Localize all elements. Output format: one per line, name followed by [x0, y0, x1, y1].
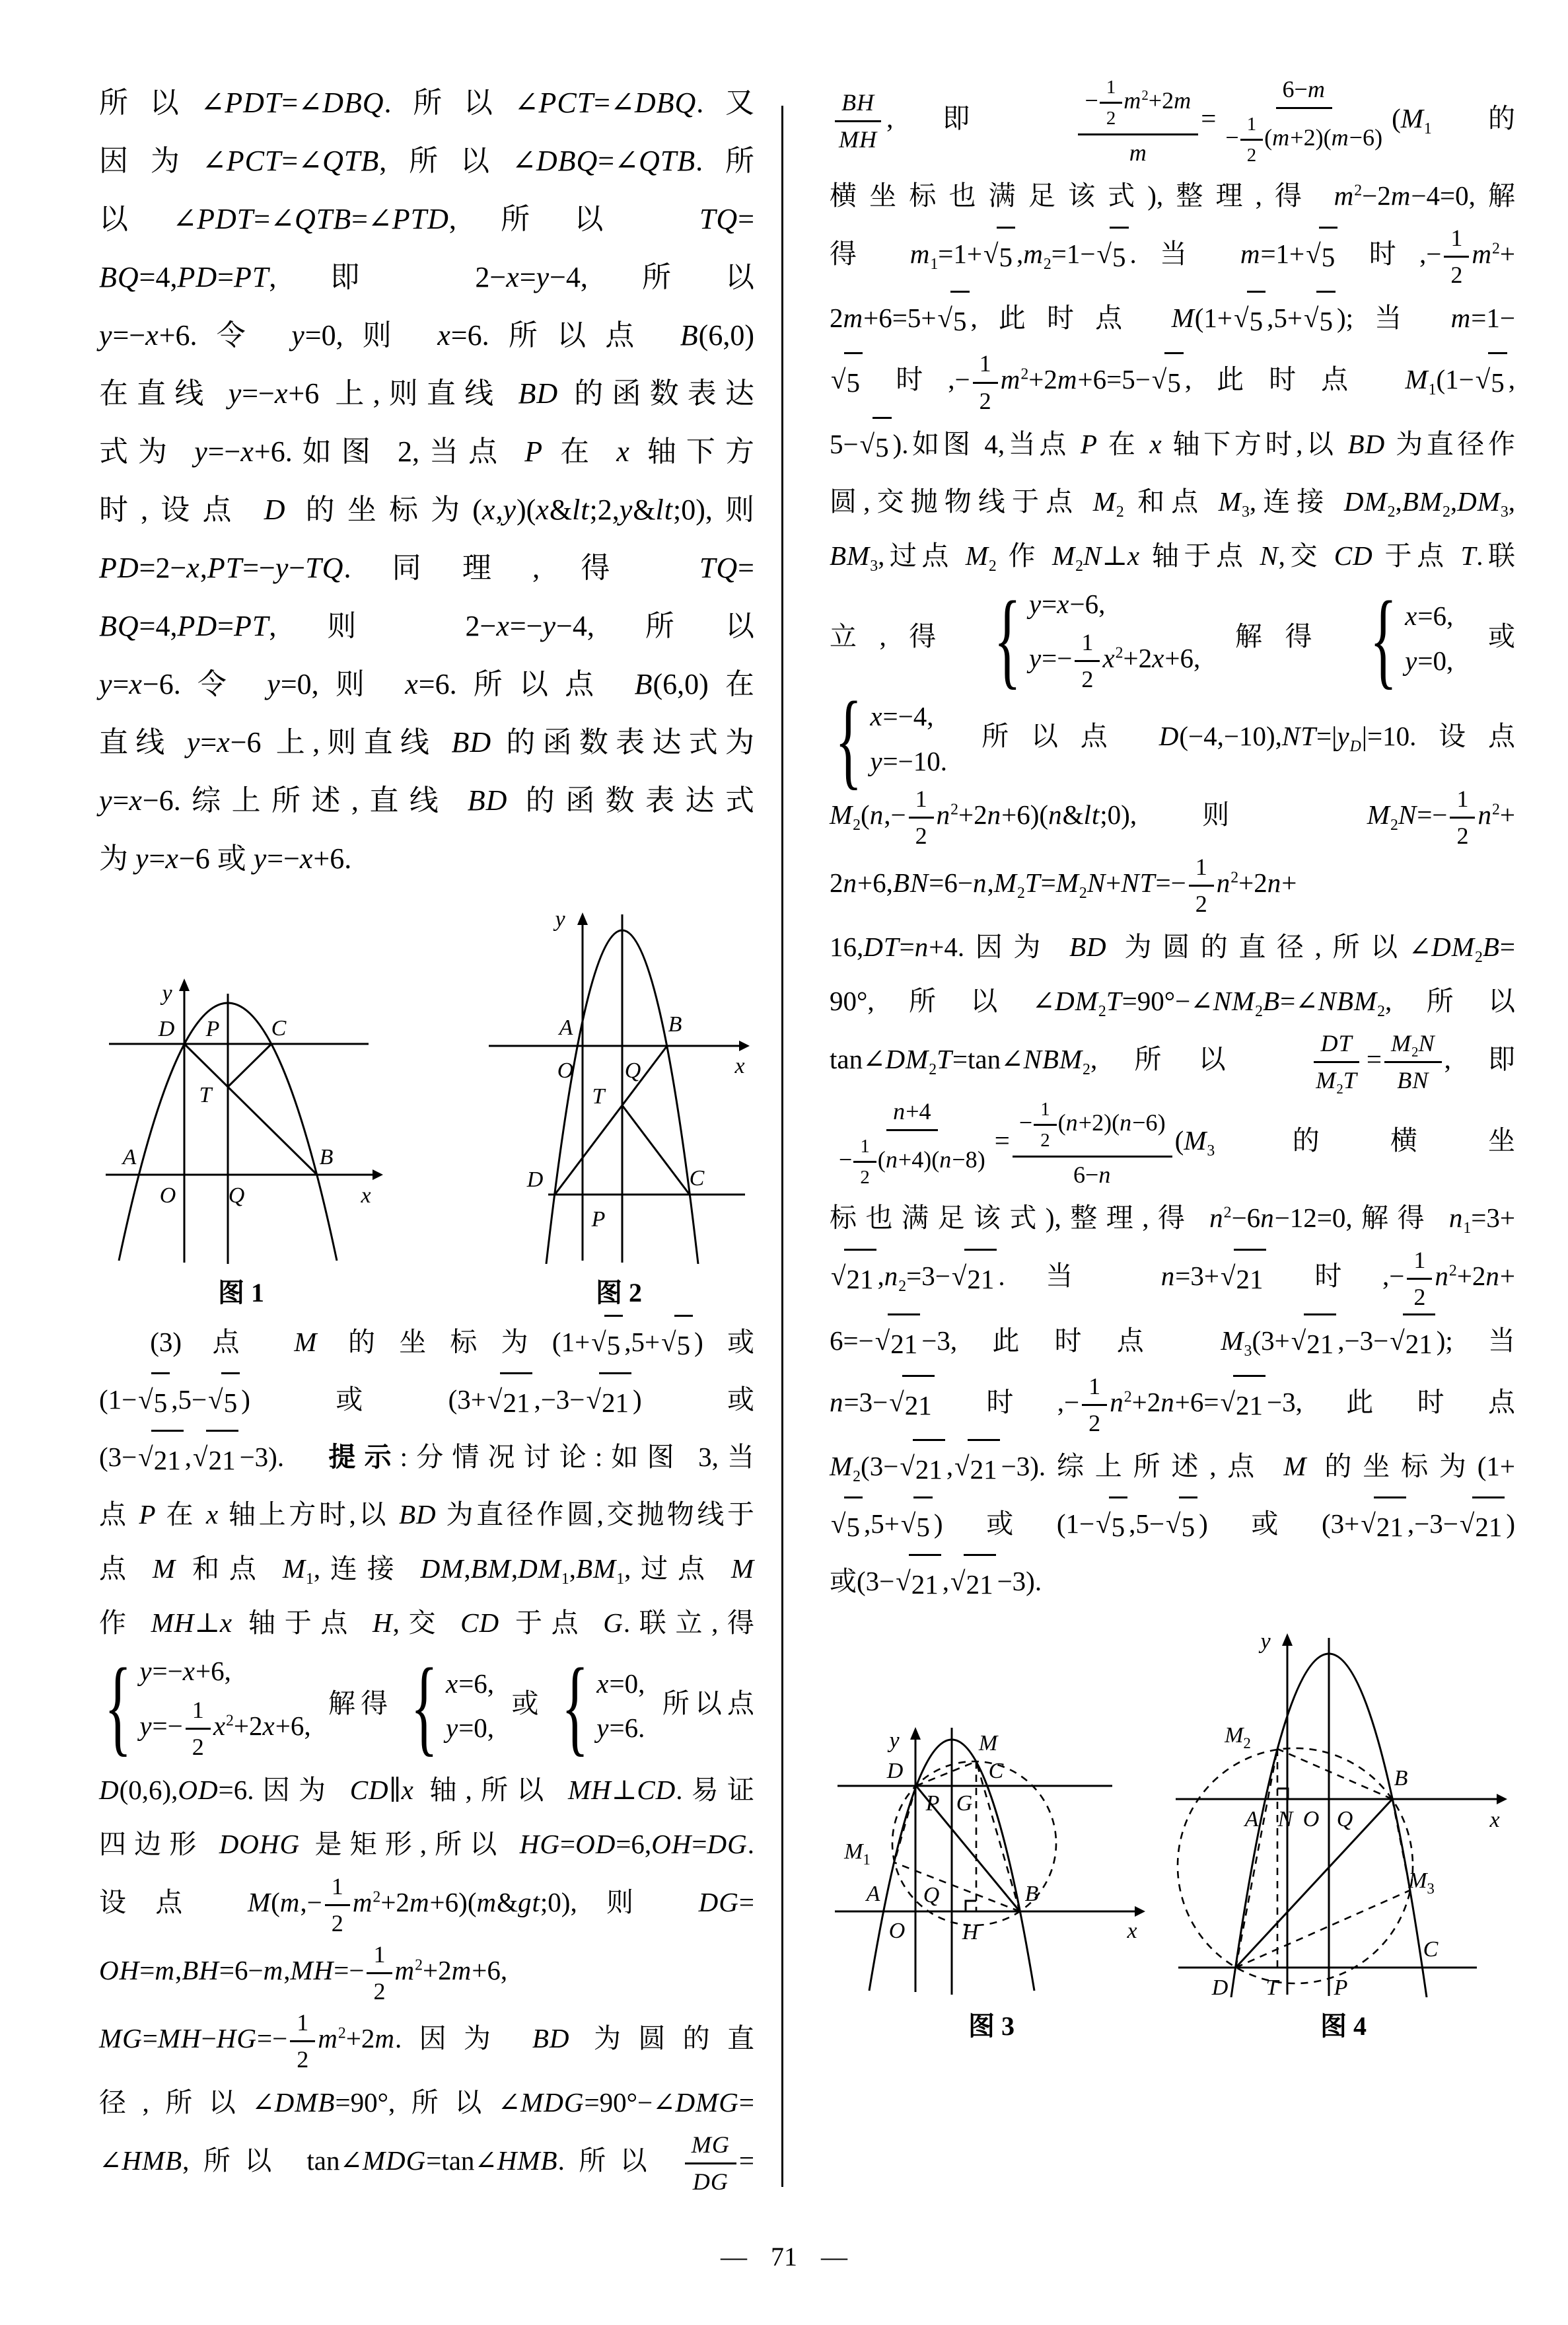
text-line: n+4 − $\frac{1}{2}$ (n+4)(n−8) = − $\frac{1}{2}$ (n+2)(n−6) 6−n ($M_3$ 的横坐	[830, 1096, 1515, 1191]
text-line: 径,所以∠DMB=90°,所以∠MDG=90°−∠DMG=	[99, 2087, 754, 2118]
fig1-label-q: Q	[228, 1183, 245, 1208]
figure-1	[99, 970, 383, 1310]
text-line: 6=− √ 21 −3,此时点 $M_3(3+$ √ 21 ,−3− √ 21 );当	[830, 1313, 1515, 1371]
fig3-label-d: D	[886, 1758, 904, 1783]
fig4-label-m2: $M_2$	[1225, 1722, 1251, 1752]
fig1-label-d: D	[158, 1017, 175, 1041]
text-line: y=−x+6.令 y=0,则 x=6.所以点 B(6,0)	[99, 319, 754, 351]
text-line: $\frac{BH}{MH}$ ,即 − $\frac{1}{2}$ $m^2+2m$ m = 6−m − $\frac{1}{2}$ (m+2)(m−6) ($M_1$ 的	[830, 74, 1515, 168]
text-line: BQ=4,PD=PT,即 2−x=y−4,所以	[99, 261, 754, 293]
text-line: (3) 点 M 的坐标为(1+ √ 5 ,5+ √ 5 )或	[99, 1315, 754, 1372]
fig2-label-q: Q	[624, 1058, 641, 1083]
text-line: D(0,6),OD=6.因为 CD∥x 轴,所以 MH⊥CD.易证	[99, 1774, 754, 1805]
fig4-circle	[1178, 1748, 1413, 1983]
text-line: 标也满足该式),整理,得 $n^2-6n-12=0$,解得 $n_1=3+$	[830, 1202, 1515, 1237]
fig4-label-n: N	[1277, 1806, 1293, 1831]
text-line: PD=2−x,PT=−y−TQ.同理,得 TQ=	[99, 552, 754, 584]
fig1-label-x: x	[361, 1183, 371, 1208]
fig2-label-p: P	[591, 1207, 606, 1232]
text-line: $M_2(n,-$ $\frac{1}{2}$ $n^2+2n+6)(n\&lt;0)$,则 $M_2N=-$ $\frac{1}{2}$ $n^2+$	[830, 784, 1515, 852]
fig2-label-d: D	[526, 1167, 544, 1192]
fig4-chord-bm2	[1277, 1749, 1392, 1799]
text-line: MG=MH−HG=− $\frac{1}{2}$ $m^2+2m$.因为 BD 为圆的直	[99, 2007, 754, 2075]
fig1-x-arrow-icon	[373, 1169, 383, 1180]
fig1-label-a: A	[122, 1145, 137, 1169]
column-divider	[781, 106, 783, 2187]
figure-2	[483, 904, 754, 1310]
text-line: n=3− √ 21 时,− $\frac{1}{2}$ $n^2+2n+6=$ √ 21 −3,此时点	[830, 1371, 1515, 1439]
text-line: BQ=4,PD=PT,则 2−x=−y−4,所以	[99, 610, 754, 642]
fig2-canvas	[483, 904, 754, 1264]
text-line: $BM_3$,过点 $M_2$ 作 $M_2N\perp x$ 轴于点 N,交 CD 于点 T.联	[830, 540, 1516, 575]
fig3-label-g: G	[956, 1790, 973, 1816]
fig4-label-t: T	[1265, 1975, 1279, 1997]
footer-dash-left: —	[721, 2242, 747, 2271]
fig4-label-d: D	[1211, 1975, 1229, 1997]
fig1-label-y: y	[162, 981, 172, 1006]
text-line: y=x−6.令 y=0,则 x=6.所以点 B(6,0)在	[99, 668, 754, 700]
text-line: √ 5 时,− $\frac{1}{2}$ $m^2+2m+6=5-$ √ 5 ,此时点 $M_1(1-$ √ 5 ,	[830, 348, 1515, 416]
fig3-chord-bm	[976, 1758, 1020, 1911]
figure-row-2	[830, 1627, 1515, 2043]
fig3-label-p: P	[925, 1790, 940, 1816]
figure-4-caption: 图 4	[1320, 2011, 1367, 2041]
fig4-label-o: O	[1302, 1806, 1320, 1831]
text-line: 点 P 在 x 轴上方时,以 BD 为直径作圆,交抛物线于	[99, 1499, 755, 1530]
text-line: √ 21 $,n_2=3-$ √ 21 .当 n=3+ √ 21 时,− $\frac{1}{2}$ $n^2+2n+$	[830, 1245, 1515, 1313]
right-column	[830, 74, 1515, 2048]
text-line: $\tan\angle DM_2T=\tan\angle NBM_2$,所以 $\frac{DT}{M_2T}$ = $\frac{M_2N}{BN}$ ,即	[830, 1028, 1515, 1096]
fig4-label-m3: $M_3$	[1408, 1868, 1435, 1897]
text-line: 圆,交抛物线于点 $M_2$ 和点 $M_3$,连接 $DM_2,BM_2,DM_3$,	[830, 486, 1516, 521]
fig2-label-c: C	[689, 1166, 705, 1191]
fig2-label-a: A	[559, 1015, 573, 1040]
text-line: 点 M 和点 $M_1$,连接 $DM,BM,DM_1,BM_1$,过点 M	[99, 1553, 755, 1588]
fig4-label-b: B	[1394, 1765, 1408, 1790]
fig1-canvas	[99, 970, 383, 1264]
fig4-chord-dm2	[1236, 1749, 1277, 1968]
fig2-x-arrow-icon	[739, 1041, 750, 1051]
fig1-y-arrow-icon	[179, 978, 190, 991]
text-line: 16,DT=n+4.因为 BD 为圆的直径,所以$\angle DM_2B=$	[830, 931, 1515, 967]
text-line: $M_2(3-$ √ 21 , √ 21 −3).综上所述,点 M 的坐标为(1+	[830, 1439, 1515, 1496]
fig4-y-arrow-icon	[1282, 1633, 1293, 1646]
footer-dash-right: —	[821, 2242, 847, 2271]
left-column	[99, 74, 754, 2198]
fig3-right-angle-icon	[966, 1901, 976, 1911]
text-line: 为 y=x−6 或 y=−x+6.	[99, 842, 352, 875]
fig3-label-o: O	[888, 1918, 906, 1943]
text-line: √ 5 ,5+ √ 5 )或(1− √ 5 ,5− √ 5 )或(3+ √ 21 ,−3− √ 21 )	[830, 1496, 1515, 1554]
text-line: 因为∠PCT=∠QTB,所以∠DBQ=∠QTB.所	[99, 145, 754, 177]
fig1-label-c: C	[271, 1016, 287, 1041]
text-line: 立,得 { y=x−6, y=− $\frac{1}{2}$ $x^2+2x+6$, 解得 { x=6, y=0, 或	[830, 578, 1516, 700]
text-line: ∠HMB,所以 tan∠MDG=tan∠HMB.所以 $\frac{MG}{DG}$ =	[99, 2129, 754, 2197]
text-line: 90°,所以$\angle DM_2T=90^\circ-\angle NM_2B=\angle NBM_2$,所以	[830, 985, 1516, 1021]
fig3-y-arrow-icon	[910, 1727, 921, 1740]
text-line: (3− √ 21 , √ 21 −3). 提示:分情况讨论:如图 3,当	[99, 1430, 754, 1487]
figure-1-caption: 图 1	[218, 1278, 264, 1308]
fig1-label-t: T	[199, 1083, 212, 1107]
text-line: { y=−x+6, y=− $\frac{1}{2}$ $x^2+2x+6$, 解得 { x=6, y=0, 或 { x=0, y=6. 所以点	[104, 1646, 755, 1767]
text-line: 5− √ 5 ).如图 4,当点 P 在 x 轴下方时,以 BD 为直径作	[830, 417, 1515, 474]
fig1-label-b: B	[319, 1145, 334, 1169]
fig4-label-y: y	[1260, 1629, 1271, 1654]
text-line: (1− √ 5 ,5− √ 5 )或(3+ √ 21 ,−3− √ 21 )或	[99, 1372, 754, 1430]
fig3-label-m: M	[978, 1730, 998, 1755]
fig2-label-b: B	[668, 1012, 682, 1037]
text-line: y=x−6.综上所述,直线 BD 的函数表达式	[99, 784, 754, 817]
text-line: 四边形 DOHG 是矩形,所以 HG=OD=6,OH=DG.	[99, 1828, 754, 1859]
text-line: 横坐标也满足该式),整理,得 $m^2-2m-4=0$,解	[830, 180, 1515, 211]
right-column-lines	[830, 74, 1515, 1611]
text-line: 以∠PDT=∠QTB=∠PTD,所以 TQ=	[99, 203, 755, 235]
fig4-label-p: P	[1334, 1975, 1348, 1997]
text-line: OH=m,BH=6−m,MH=− $\frac{1}{2}$ $m^2+2m+6$,	[99, 1939, 754, 2007]
fig3-label-h: H	[962, 1919, 979, 1944]
fig3-canvas	[830, 1720, 1153, 1997]
fig3-label-m1: $M_1$	[844, 1839, 871, 1868]
fig4-x-arrow-icon	[1497, 1794, 1507, 1804]
page-number: 71	[771, 2242, 797, 2271]
figure-4	[1172, 1627, 1515, 2043]
text-line: $2n+6,BN=6-n,M_2T=M_2N+NT=-$ $\frac{1}{2}$ $n^2+2n+$	[830, 852, 1515, 920]
fig4-label-c: C	[1423, 1937, 1439, 1962]
fig3-label-q: Q	[923, 1882, 940, 1907]
fig3-x-arrow-icon	[1135, 1906, 1145, 1917]
fig1-label-p: P	[205, 1017, 220, 1041]
fig2-y-arrow-icon	[577, 912, 588, 925]
left-column-top-lines	[99, 74, 754, 888]
fig3-label-y: y	[889, 1728, 900, 1753]
text-line: 时,设点 D 的坐标为(x,y)(x&lt;2,y&lt;0),则	[99, 494, 754, 526]
fig4-chord-dm3	[1236, 1890, 1410, 1968]
fig1-label-o: O	[159, 1183, 176, 1208]
text-line: 作 MH⊥x 轴于点 H,交 CD 于点 G.联立,得	[99, 1607, 755, 1638]
text-line: 或(3− √ 21 , √ 21 −3).	[830, 1554, 1515, 1611]
fig3-chord-bm1	[894, 1863, 1020, 1911]
text-line: 式为 y=−x+6.如图 2,当点 P 在 x 轴下方	[99, 435, 754, 468]
text-line: 2m+6=5+ √ 5 ,此时点 M(1+ √ 5 ,5+ √ 5 );当 m=1−	[830, 291, 1515, 348]
page-footer	[0, 2241, 1568, 2272]
fig1-line-ct	[228, 1044, 271, 1087]
text-line: 在直线 y=−x+6 上,则直线 BD 的函数表达	[99, 377, 754, 410]
fig2-label-x: x	[734, 1054, 745, 1078]
text-line: { x=−4, y=−10. 所以点 $D(-4,-10),NT=|y_D|=10$.设点	[835, 679, 1515, 800]
fig4-canvas	[1172, 1627, 1515, 1997]
fig2-label-y: y	[555, 907, 565, 932]
fig4-label-q: Q	[1336, 1806, 1353, 1831]
figure-row-1	[99, 904, 754, 1310]
fig2-label-o: O	[557, 1058, 574, 1083]
text-line: 得 $m_1=1+$ √ 5 $,m_2=1-$ √ 5 .当 m=1+ √ 5 时,− $\frac{1}{2}$ $m^2+$	[830, 223, 1515, 291]
figure-2-caption: 图 2	[596, 1278, 642, 1308]
fig3-label-b: B	[1024, 1881, 1039, 1906]
text-line: 所以∠PDT=∠DBQ.所以∠PCT=∠DBQ.又	[99, 87, 754, 119]
figure-3-caption: 图 3	[968, 2011, 1015, 2041]
fig3-label-x: x	[1127, 1918, 1137, 1943]
text-line: 设点 M(m,− $\frac{1}{2}$ $m^2+2m+6)(m\&gt;0)$,则 DG=	[99, 1871, 754, 1939]
fig3-label-a: A	[866, 1881, 880, 1906]
fig3-label-c: C	[988, 1758, 1004, 1783]
left-column-bottom-lines	[99, 1315, 754, 2198]
text-line: 直线 y=x−6 上,则直线 BD 的函数表达式为	[99, 726, 754, 758]
fig4-label-a: A	[1244, 1806, 1259, 1831]
fig2-label-t: T	[592, 1084, 605, 1109]
fig4-label-x: x	[1489, 1807, 1500, 1832]
figure-3	[830, 1720, 1153, 2043]
